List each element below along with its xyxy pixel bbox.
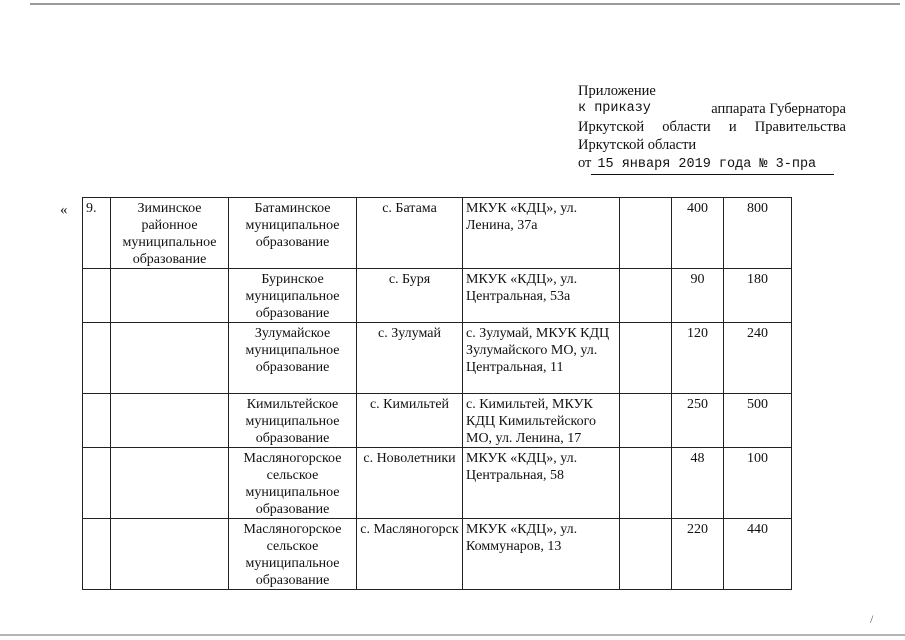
value1-cell: 90: [672, 269, 724, 323]
appendix-government-line: [578, 118, 846, 136]
settlement-cell: с. Буря: [357, 269, 463, 323]
appendix-order-prefix: от: [578, 155, 592, 171]
row-number: [83, 519, 111, 590]
appendix-word: Правительства: [754, 119, 846, 135]
appendix-order-line: [578, 100, 846, 118]
municipality-cell: Кимильтейское муниципальное образование: [229, 394, 357, 448]
value2-cell: 240: [724, 323, 792, 394]
value1-cell: 220: [672, 519, 724, 590]
municipality-cell: Зулумайское муниципальное образование: [229, 323, 357, 394]
address-cell: с. Кимильтей, МКУК КДЦ Кимильтейского МО, ул. Ленина, 17: [463, 394, 620, 448]
appendix-word: и: [728, 119, 737, 135]
municipality-cell: Буринское муниципальное образование: [229, 269, 357, 323]
row-number: [83, 323, 111, 394]
municipality-cell: Батаминское муниципальное образование: [229, 198, 357, 269]
value2-cell: 500: [724, 394, 792, 448]
table-row: [83, 323, 792, 394]
scan-edge-bottom: [0, 634, 905, 636]
appendix-word: Иркутской: [578, 119, 645, 135]
municipality-cell: Масляногорское сельское муниципальное образование: [229, 448, 357, 519]
district-cell: [111, 519, 229, 590]
table-row: [83, 519, 792, 590]
value2-cell: 180: [724, 269, 792, 323]
opening-quote: «: [60, 202, 68, 218]
value2-cell: 100: [724, 448, 792, 519]
empty-cell: [620, 448, 672, 519]
appendix-region: Иркутской области: [578, 137, 697, 153]
address-cell: МКУК «КДЦ», ул. Центральная, 58: [463, 448, 620, 519]
row-number: 9.: [83, 198, 111, 269]
table-row: [83, 198, 792, 269]
value1-cell: 250: [672, 394, 724, 448]
scan-edge-top: [30, 3, 900, 5]
row-number: [83, 269, 111, 323]
empty-cell: [620, 269, 672, 323]
district-cell: [111, 394, 229, 448]
value2-cell: 440: [724, 519, 792, 590]
table-row: [83, 269, 792, 323]
address-cell: МКУК «КДЦ», ул. Центральная, 53а: [463, 269, 620, 323]
value1-cell: 48: [672, 448, 724, 519]
empty-cell: [620, 519, 672, 590]
district-cell: Зиминское районное муниципальное образование: [111, 198, 229, 269]
appendix-order-word: к приказу: [578, 101, 651, 116]
municipality-cell: Масляногорское сельское муниципальное образование: [229, 519, 357, 590]
row-number: [83, 394, 111, 448]
settlement-cell: с. Зулумай: [357, 323, 463, 394]
appendix-authority: аппарата Губернатора: [711, 101, 846, 117]
address-cell: с. Зулумай, МКУК КДЦ Зулумайского МО, ул. Центральная, 11: [463, 323, 620, 394]
district-cell: [111, 448, 229, 519]
settlement-cell: с. Батама: [357, 198, 463, 269]
address-cell: МКУК «КДЦ», ул. Ленина, 37а: [463, 198, 620, 269]
municipality-table: [82, 197, 792, 590]
address-cell: МКУК «КДЦ», ул. Коммунаров, 13: [463, 519, 620, 590]
appendix-word: области: [662, 119, 711, 135]
table-row: [83, 448, 792, 519]
settlement-cell: с. Новолетники: [357, 448, 463, 519]
empty-cell: [620, 323, 672, 394]
appendix-header: [578, 82, 846, 175]
table-row: [83, 394, 792, 448]
value1-cell: 400: [672, 198, 724, 269]
value2-cell: 800: [724, 198, 792, 269]
settlement-cell: с. Масляногорск: [357, 519, 463, 590]
row-number: [83, 448, 111, 519]
settlement-cell: с. Кимильтей: [357, 394, 463, 448]
appendix-title: Приложение: [578, 83, 656, 99]
scan-mark: /: [870, 612, 874, 626]
appendix-order-value: 15 января 2019 года № 3-пра: [591, 156, 834, 175]
district-cell: [111, 269, 229, 323]
appendix-order-date: [578, 154, 846, 175]
empty-cell: [620, 394, 672, 448]
empty-cell: [620, 198, 672, 269]
value1-cell: 120: [672, 323, 724, 394]
district-cell: [111, 323, 229, 394]
